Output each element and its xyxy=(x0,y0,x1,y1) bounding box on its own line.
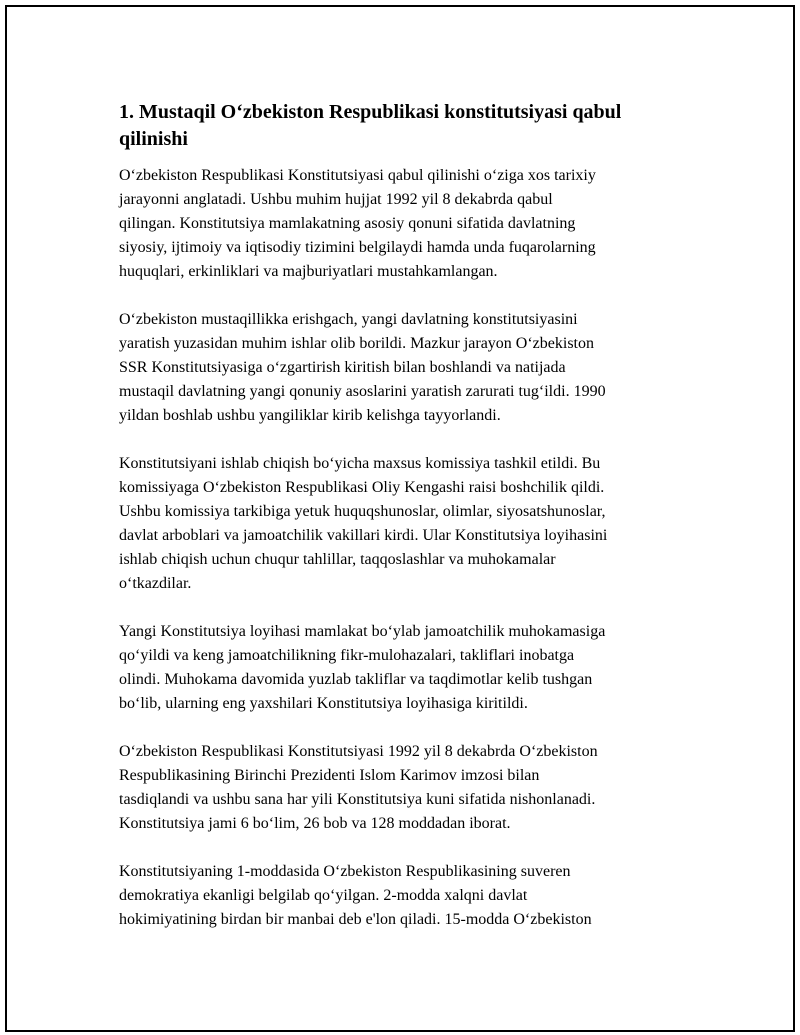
text-line: komissiyaga O‘zbekiston Respublikasi Oliy Kengashi raisi boshchilik qildi. xyxy=(119,479,605,496)
text-line: Konstitutsiyani ishlab chiqish bo‘yicha maxsus komissiya tashkil etildi. Bu xyxy=(119,455,601,472)
text-line: tasdiqlandi va ushbu sana har yili Konstitutsiya kuni sifatida nishonlanadi. xyxy=(119,791,596,808)
heading-line: qilinishi xyxy=(119,128,188,150)
text-line: Respublikasining Birinchi Prezidenti Islom Karimov imzosi bilan xyxy=(119,767,540,784)
text-line: huquqlari, erkinliklari va majburiyatlari mustahkamlangan. xyxy=(119,263,498,280)
text-line: mustaqil davlatning yangi qonuniy asoslarini yaratish zarurati tug‘ildi. 1990 xyxy=(119,383,606,400)
text-line: O‘zbekiston Respublikasi Konstitutsiyasi qabul qilinishi o‘ziga xos tarixiy xyxy=(119,167,596,184)
text-line: qilingan. Konstitutsiya mamlakatning asosiy qonuni sifatida davlatning xyxy=(119,215,576,232)
paragraph xyxy=(119,620,694,716)
text-line: hokimiyatining birdan bir manbai deb e'lon qiladi. 15-modda O‘zbekiston xyxy=(119,911,592,928)
text-line: davlat arboblari va jamoatchilik vakillari kirdi. Ular Konstitutsiya loyihasini xyxy=(119,527,608,544)
text-line: siyosiy, ijtimoiy va iqtisodiy tizimini belgilaydi hamda unda fuqarolarning xyxy=(119,239,596,256)
text-line: o‘tkazdilar. xyxy=(119,575,192,592)
paragraph xyxy=(119,860,694,932)
text-line: bo‘lib, ularning eng yaxshilari Konstitutsiya loyihasiga kiritildi. xyxy=(119,695,528,712)
section-heading xyxy=(119,99,694,153)
text-line: SSR Konstitutsiyasiga o‘zgartirish kiritish bilan boshlandi va natijada xyxy=(119,359,566,376)
text-line: O‘zbekiston Respublikasi Konstitutsiyasi 1992 yil 8 dekabrda O‘zbekiston xyxy=(119,743,598,760)
paragraph xyxy=(119,164,694,284)
text-line: olindi. Muhokama davomida yuzlab takliflar va taqdimotlar kelib tushgan xyxy=(119,671,593,688)
paragraph xyxy=(119,452,694,596)
heading-line: 1. Mustaqil O‘zbekiston Respublikasi konstitutsiyasi qabul xyxy=(119,101,622,123)
text-line: O‘zbekiston mustaqillikka erishgach, yangi davlatning konstitutsiyasini xyxy=(119,311,578,328)
text-line: jarayonni anglatadi. Ushbu muhim hujjat 1992 yil 8 dekabrda qabul xyxy=(119,191,553,208)
text-line: Ushbu komissiya tarkibiga yetuk huquqshunoslar, olimlar, siyosatshunoslar, xyxy=(119,503,606,520)
text-line: yaratish yuzasidan muhim ishlar olib borildi. Mazkur jarayon O‘zbekiston xyxy=(119,335,594,352)
document-body xyxy=(119,99,694,956)
text-line: Konstitutsiyaning 1-moddasida O‘zbekiston Respublikasining suveren xyxy=(119,863,571,880)
paragraph xyxy=(119,740,694,836)
text-line: Konstitutsiya jami 6 bo‘lim, 26 bob va 128 moddadan iborat. xyxy=(119,815,511,832)
text-line: Yangi Konstitutsiya loyihasi mamlakat bo‘ylab jamoatchilik muhokamasiga xyxy=(119,623,606,640)
paragraph xyxy=(119,308,694,428)
text-line: qo‘yildi va keng jamoatchilikning fikr-mulohazalari, takliflari inobatga xyxy=(119,647,575,664)
text-line: demokratiya ekanligi belgilab qo‘yilgan. 2-modda xalqni davlat xyxy=(119,887,528,904)
page xyxy=(5,5,795,1032)
text-line: ishlab chiqish uchun chuqur tahlillar, taqqoslashlar va muhokamalar xyxy=(119,551,556,568)
text-line: yildan boshlab ushbu yangiliklar kirib kelishga tayyorlandi. xyxy=(119,407,501,424)
